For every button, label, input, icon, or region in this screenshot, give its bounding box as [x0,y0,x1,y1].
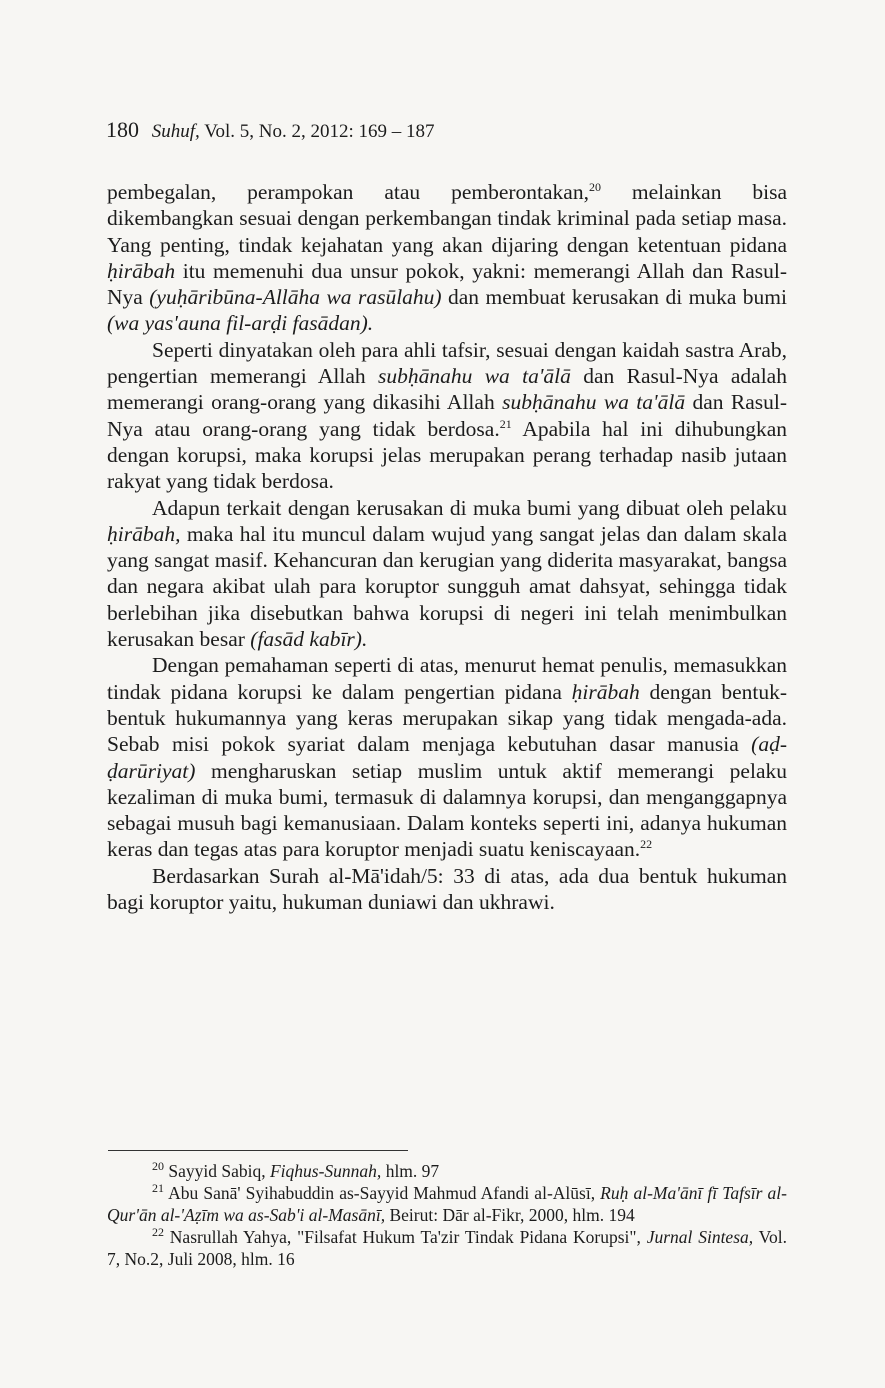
italic-text: subḥānahu wa ta'ālā [502,390,686,415]
italic-text: subḥānahu wa ta'ālā [378,364,571,389]
footnote-22 [107,1226,787,1270]
text-run: Beirut: Dār al-Fikr, 2000, hlm. 194 [385,1205,635,1225]
italic-text: (aḍ-ḍarūriyat) [107,732,787,783]
paragraph [107,863,787,916]
text-run: Nasrullah Yahya, "Filsafat Hukum Ta'zir Tindak Pidana Korupsi", [164,1227,647,1247]
footnote-20 [107,1160,787,1182]
footnote-marker: 20 [588,179,601,194]
footnote-marker: 21 [499,416,512,431]
italic-text: ḥirābah [571,679,640,704]
italic-text: Ruḥ al-Ma'ānī fī Tafsīr al-Qur'ān al-'Aẓīm wa as-Sab'i al-Masānī, [107,1183,787,1225]
italic-text: ḥirābah [107,258,176,283]
paragraph [107,337,787,495]
text-run: mengharuskan setiap muslim untuk aktif memerangi pelaku kezaliman di muka bumi, termasuk di dalamnya korupsi, dan menganggapnya sebagai musuh bagi kemanusiaan. Dalam konteks seperti ini, adanya hukuman keras dan tegas atas para koruptor menjadi suatu keniscayaan. [107,758,787,862]
text-run: dan Rasul-Nya adalah memerangi orang-orang yang dikasihi Allah [107,364,787,415]
text-run: Apabila hal ini dihubungkan dengan korupsi, maka korupsi jelas merupakan perang terhadap nasib jutaan rakyat yang tidak berdosa. [107,416,787,494]
footnote-marker: 20 [152,1159,164,1174]
text-run: Vol. 7, No.2, Juli 2008, hlm. 16 [107,1227,787,1269]
text-run: melainkan bisa dikembangkan sesuai dengan perkembangan tindak kriminal pada setiap masa. Yang penting, tindak kejahatan yang akan dijaring dengan ketentuan pidana [107,180,788,257]
footnotes [107,1160,787,1270]
text-run: Adapun terkait dengan kerusakan di muka bumi yang dibuat oleh pelaku [152,495,787,520]
italic-text: ḥirābah, [107,521,181,546]
text-run: dan Rasul-Nya atau orang-orang yang tidak berdosa. [107,390,787,441]
footnote-marker: 21 [152,1181,164,1196]
text-run: Dengan pemahaman seperti di atas, menurut hemat penulis, memasukkan tindak pidana korupsi ke dalam pengertian pidana [107,653,787,704]
italic-text: (wa yas'auna fil-arḍi fasādan). [107,311,374,336]
body-text [107,179,787,915]
italic-text: (fasād kabīr). [250,627,368,652]
text-run: Berdasarkan Surah al-Mā'idah/5: 33 di atas, ada dua bentuk hukuman bagi koruptor yaitu, hukuman duniawi dan ukhrawi. [107,863,787,915]
text-run: pembegalan, perampokan atau pemberontakan, [107,180,589,204]
footnote-21 [107,1182,787,1226]
running-header [106,117,435,143]
text-run: Abu Sanā' Syihabuddin as-Sayyid Mahmud Afandi al-Alūsī, [164,1183,601,1203]
paragraph [107,495,787,653]
paragraph [107,652,787,862]
journal-citation: Vol. 5, No. 2, 2012: 169 – 187 [204,121,435,142]
footnote-separator [108,1150,408,1151]
text-run: hlm. 97 [381,1161,440,1181]
italic-text: Fiqhus-Sunnah, [269,1161,382,1181]
text-run: Seperti dinyatakan oleh para ahli tafsir, sesuai dengan kaidah sastra Arab, pengertian memerangi Allah [107,337,787,389]
italic-text: (yuḥāribūna-Allāha wa rasūlahu) [149,285,442,310]
page-number: 180 [106,117,139,142]
text-run: Sayyid Sabiq, [164,1161,270,1181]
paragraph [107,179,787,337]
text-run: dan membuat kerusakan di muka bumi [441,285,788,310]
text-run: dengan bentuk-bentuk hukumannya yang keras merupakan sikap yang tidak mengada-ada. Sebab misi pokok syariat dalam menjaga kebutuhan dasar manusia [107,679,788,757]
journal-title: Suhuf, [151,121,200,142]
text-run: maka hal itu muncul dalam wujud yang sangat jelas dan dalam skala yang sangat masif. Kehancuran dan kerugian yang diderita masyarakat, bangsa dan negara akibat ulah para koruptor sungguh amat dahsyat, sehingga tidak berlebihan jika disebutkan bahwa korupsi di negeri ini telah menimbulkan kerusakan besar [107,521,787,652]
text-run: itu memenuhi dua unsur pokok, yakni: memerangi Allah dan Rasul-Nya [107,258,787,310]
italic-text: Jurnal Sintesa, [646,1227,754,1247]
footnote-marker: 22 [152,1225,164,1240]
footnote-marker: 22 [640,837,653,852]
